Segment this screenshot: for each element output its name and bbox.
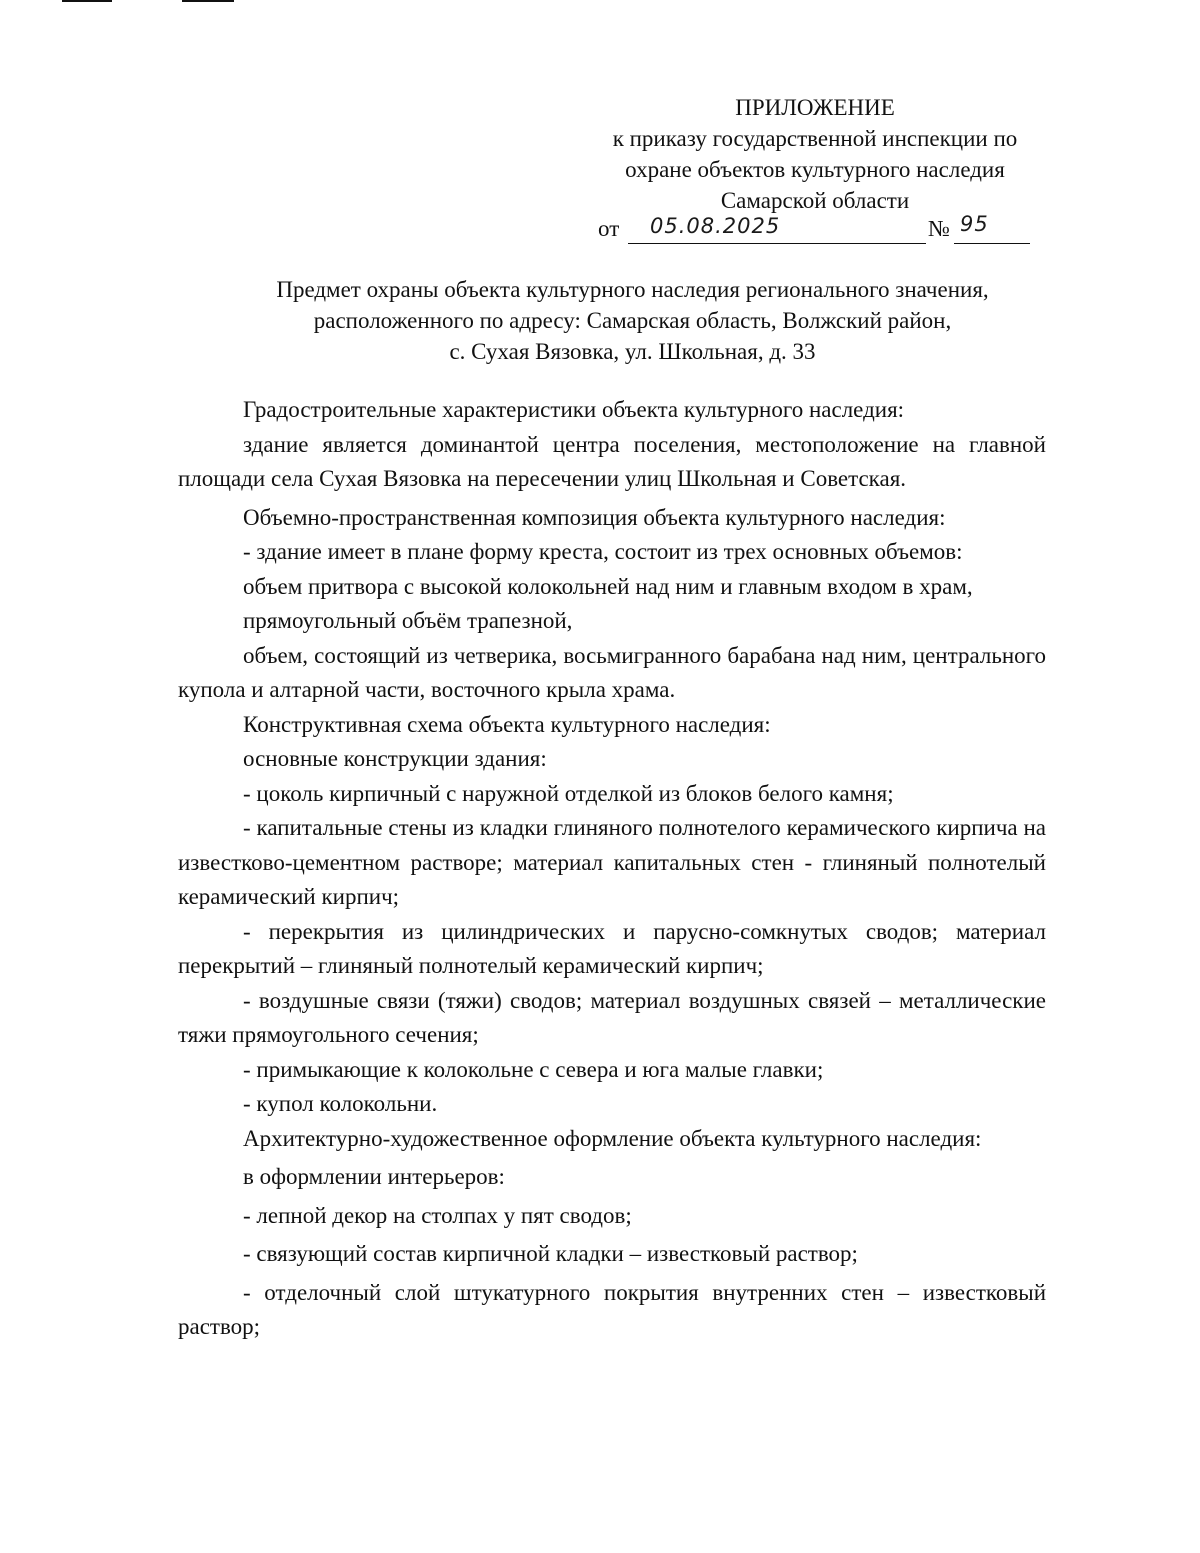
date-underline [628, 243, 926, 244]
paragraph-air-ties: - воздушные связи (тяжи) сводов; материал воздушных связей – металлические тяжи прямоугольного сечения; [178, 987, 1046, 1047]
paragraph-urban-characteristics-heading: Градостроительные характеристики объекта культурного наследия: [243, 397, 905, 422]
paragraph-masonry-binder: - связующий состав кирпичной кладки – известковый раствор; [243, 1241, 858, 1266]
document-body [178, 393, 1046, 1345]
appendix-header [580, 92, 1050, 216]
appendix-line-3: Самарской области [720, 188, 910, 213]
paragraph-structural-scheme-heading: Конструктивная схема объекта культурного наследия: [243, 711, 771, 737]
document-title [150, 274, 1115, 367]
appendix-line-1: к приказу государственной инспекции по [612, 126, 1018, 151]
paragraph-main-structures: основные конструкции здания: [243, 746, 547, 771]
number-label: № [928, 216, 950, 241]
title-line-2: расположенного по адресу: Самарская область, Волжский район, [313, 308, 952, 333]
paragraph-interior-design: в оформлении интерьеров: [243, 1164, 505, 1189]
paragraph-spatial-composition-heading: Объемно-пространственная композиция объекта культурного наследия: [243, 504, 946, 530]
handwritten-number: 95 [960, 212, 989, 236]
paragraph-plaster-finish: - отделочный слой штукатурного покрытия внутренних стен – известковый раствор; [178, 1279, 1046, 1339]
paragraph-narthex-volume: объем притвора с высокой колокольней над ним и главным входом в храм, [243, 573, 973, 599]
scan-edge-mark-right [182, 0, 234, 2]
paragraph-architectural-design-heading: Архитектурно-художественное оформление объекта культурного наследия: [243, 1125, 982, 1151]
title-line-3: с. Сухая Вязовка, ул. Школьная, д. 33 [449, 339, 816, 364]
paragraph-plinth: - цоколь кирпичный с наружной отделкой из блоков белого камня; [243, 780, 894, 806]
handwritten-date: 05.08.2025 [650, 214, 781, 238]
paragraph-urban-characteristics: здание является доминантой центра поселения, местоположение на главной площади села Сухая Вязовка на пересечении улиц Школьная и Советская. [178, 431, 1046, 491]
title-line-1: Предмет охраны объекта культурного наследия регионального значения, [276, 277, 989, 302]
appendix-line-2: охране объектов культурного наследия [625, 157, 1005, 182]
paragraph-cross-plan: - здание имеет в плане форму креста, состоит из трех основных объемов: [243, 539, 963, 564]
paragraph-floor-vaults: - перекрытия из цилиндрических и парусно-сомкнутых сводов; материал перекрытий – глиняный полнотелый керамический кирпич; [178, 918, 1046, 978]
number-underline [954, 243, 1030, 244]
paragraph-load-bearing-walls: - капитальные стены из кладки глиняного полнотелого керамического кирпича на известково-цементном растворе; материал капитальных стен - глиняный полнотелый керамический кирпич; [178, 815, 1046, 909]
paragraph-stucco-decor: - лепной декор на столпах у пят сводов; [243, 1202, 632, 1228]
scan-edge-mark-left [62, 0, 112, 2]
paragraph-bell-tower-dome: - купол колокольни. [243, 1091, 438, 1116]
paragraph-small-domes: - примыкающие к колокольне с севера и юга малые главки; [243, 1056, 824, 1082]
paragraph-refectory-volume: прямоугольный объём трапезной, [243, 608, 573, 633]
appendix-heading: ПРИЛОЖЕНИЕ [735, 95, 895, 120]
order-date-number-line [598, 214, 1038, 248]
date-label: от [598, 216, 620, 241]
paragraph-chetverik-volume: объем, состоящий из четверика, восьмигранного барабана над ним, центрального купола и алтарной части, восточного крыла храма. [178, 642, 1046, 702]
